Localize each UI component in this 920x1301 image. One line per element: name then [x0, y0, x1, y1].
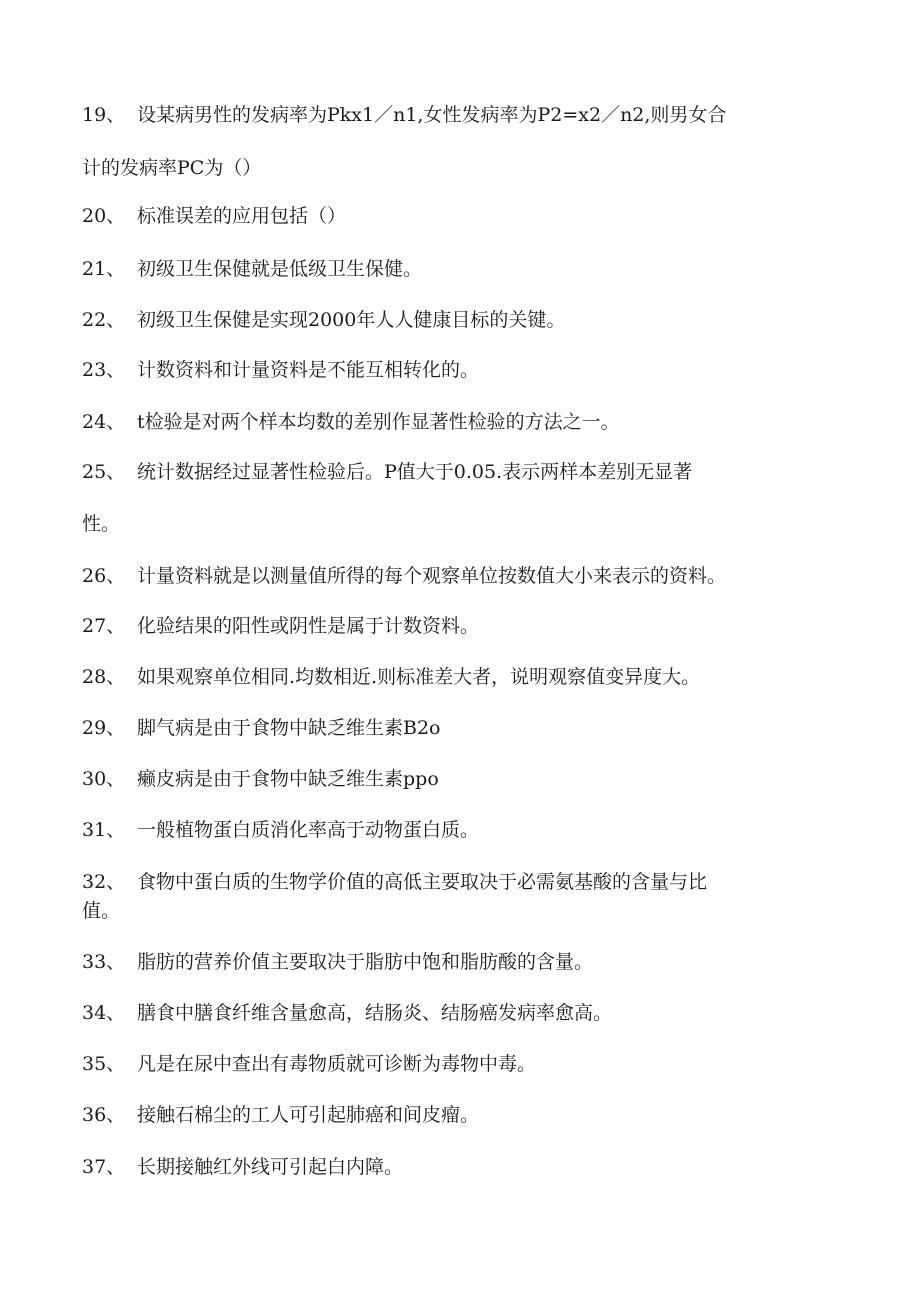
question-number: 28、: [82, 666, 126, 688]
question-number: 31、: [82, 819, 126, 841]
question-number: 22、: [82, 309, 126, 331]
question-number: 30、: [82, 768, 126, 790]
question-21: [82, 257, 422, 281]
question-number: 33、: [82, 951, 126, 973]
question-number: 20、: [82, 205, 126, 227]
question-text: 脚气病是由于食物中缺乏维生素B2o: [137, 717, 441, 739]
question-19: [82, 103, 726, 127]
question-20: [82, 204, 346, 228]
question-25-continuation: 性。: [82, 513, 121, 535]
question-number: 19、: [82, 104, 126, 126]
question-34: [82, 1001, 612, 1025]
question-37: [82, 1155, 403, 1179]
question-text: 标准误差的应用包括（）: [137, 205, 347, 227]
question-number: 29、: [82, 717, 126, 739]
question-text: 化验结果的阳性或阴性是属于计数资料。: [137, 615, 480, 637]
question-25: [82, 460, 692, 484]
question-31: [82, 818, 479, 842]
question-number: 27、: [82, 615, 126, 637]
question-30: [82, 767, 439, 791]
question-text: 食物中蛋白质的生物学价值的高低主要取决于必需氨基酸的含量与比: [137, 871, 708, 893]
question-36: [82, 1103, 479, 1127]
question-number: 26、: [82, 565, 126, 587]
question-text: 长期接触红外线可引起白内障。: [137, 1156, 404, 1178]
question-number: 24、: [82, 411, 126, 433]
question-26: [82, 564, 726, 588]
question-text: 如果观察单位相同.均数相近.则标准差大者，说明观察值变异度大。: [137, 666, 701, 688]
question-text: 设某病男性的发病率为Pkx1／n1,女性发病率为P2=x2／n2,则男女合: [137, 104, 727, 126]
question-number: 34、: [82, 1002, 126, 1024]
question-23: [82, 358, 479, 382]
question-text: 一般植物蛋白质消化率高于动物蛋白质。: [137, 819, 480, 841]
question-32-continuation: 值。: [82, 900, 121, 922]
question-27: [82, 614, 479, 638]
question-text: 接触石棉尘的工人可引起肺癌和间皮瘤。: [137, 1104, 480, 1126]
question-35: [82, 1052, 536, 1076]
question-number: 36、: [82, 1104, 126, 1126]
question-32: [82, 870, 707, 894]
question-text: 凡是在尿中查出有毒物质就可诊断为毒物中毒。: [137, 1053, 537, 1075]
question-text: 初级卫生保健是实现2000年人人健康目标的关键。: [137, 309, 566, 331]
question-22: [82, 308, 565, 332]
question-number: 25、: [82, 461, 126, 483]
question-text: 计数资料和计量资料是不能互相转化的。: [137, 359, 480, 381]
question-text: 计量资料就是以测量值所得的每个观察单位按数值大小来表示的资料。: [137, 565, 727, 587]
question-number: 35、: [82, 1053, 126, 1075]
question-text: 癞皮病是由于食物中缺乏维生素ppo: [137, 768, 439, 790]
question-text: 初级卫生保健就是低级卫生保健。: [137, 258, 423, 280]
question-28: [82, 665, 700, 689]
question-19-continuation: 计的发病率PC为（）: [82, 157, 262, 179]
question-text: 统计数据经过显著性检验后。P值大于0.05.表示两样本差别无显著: [137, 461, 693, 483]
question-24: [82, 410, 620, 434]
question-33: [82, 950, 593, 974]
question-text: 膳食中膳食纤维含量愈高，结肠炎、结肠癌发病率愈高。: [137, 1002, 613, 1024]
question-number: 23、: [82, 359, 126, 381]
question-text: 脂肪的营养价值主要取决于脂肪中饱和脂肪酸的含量。: [137, 951, 594, 973]
question-29: [82, 716, 441, 740]
question-number: 21、: [82, 258, 126, 280]
question-number: 37、: [82, 1156, 126, 1178]
question-number: 32、: [82, 871, 126, 893]
question-text: t检验是对两个样本均数的差别作显著性检验的方法之一。: [137, 411, 620, 433]
